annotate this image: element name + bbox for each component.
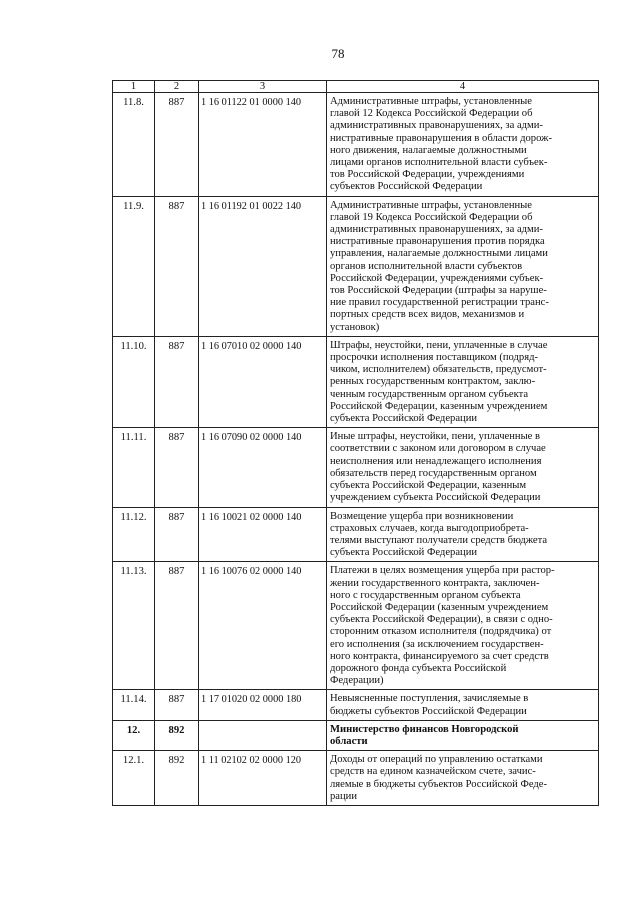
- header-col-1: 1: [113, 81, 155, 93]
- revenue-description: [327, 196, 599, 336]
- revenue-description: [327, 751, 599, 806]
- description-line: установок): [330, 321, 380, 333]
- description-line: Российской Федерации (казенным учреждением: [330, 601, 549, 613]
- description-line: ренных государственным контрактом, заклю-: [330, 376, 536, 388]
- page-number: 78: [331, 46, 345, 61]
- description-line: нистративные правонарушения против порядка: [330, 236, 545, 248]
- table-row: [113, 720, 599, 750]
- revenue-description: [327, 690, 599, 720]
- header-col-2: 2: [155, 81, 199, 93]
- budget-classification-code: 1 16 01122 01 0000 140: [199, 93, 327, 197]
- description-line: неисполнения или ненадлежащего исполнения: [330, 455, 542, 467]
- administrator-code: 887: [155, 507, 199, 562]
- description-line: субъектов Российской Федерации: [330, 181, 483, 193]
- description-line: просрочки исполнения поставщиком (подряд-: [330, 352, 539, 364]
- table-row: [113, 196, 599, 336]
- table-row: [113, 562, 599, 690]
- row-number: 11.8.: [113, 93, 155, 197]
- description-line: Российской Федерации, казенным учреждением: [330, 400, 548, 412]
- administrator-code: 887: [155, 196, 199, 336]
- description-line: Федерации): [330, 675, 384, 687]
- table-row: [113, 690, 599, 720]
- description-line: страховых случаев, когда выгодоприобрета-: [330, 522, 529, 534]
- description-line: рации: [330, 790, 358, 802]
- description-line: ляемые в бюджеты субъектов Российской Феде-: [330, 778, 547, 790]
- description-line: Доходы от операций по управлению остатками: [330, 754, 543, 766]
- description-line: Платежи в целях возмещения ущерба при растор-: [330, 565, 555, 577]
- description-line: ченным государственным органом субъекта: [330, 388, 529, 400]
- row-number: 11.10.: [113, 336, 155, 427]
- description-line: соответствии с законом или договором в случае: [330, 443, 546, 455]
- description-line: Административные штрафы, установленные: [330, 96, 533, 107]
- budget-classification-code: 1 17 01020 02 0000 180: [199, 690, 327, 720]
- revenue-description: [327, 562, 599, 690]
- row-number: 11.13.: [113, 562, 155, 690]
- budget-classification-code: 1 16 01192 01 0022 140: [199, 196, 327, 336]
- description-line: Возмещение ущерба при возникновении: [330, 510, 514, 522]
- header-row: [113, 81, 599, 93]
- description-line: Российской Федерации, учреждениями субъек-: [330, 272, 544, 284]
- description-line: лицами органов исполнительной власти субъек-: [330, 157, 548, 169]
- description-line: Министерство финансов Новгородской: [330, 723, 519, 735]
- description-line: субъекта Российской Федерации: [330, 547, 478, 559]
- description-line: Иные штрафы, неустойки, пени, уплаченные в: [330, 431, 541, 443]
- administrator-code: 887: [155, 336, 199, 427]
- budget-classification-code: 1 16 07010 02 0000 140: [199, 336, 327, 427]
- administrator-code: 887: [155, 690, 199, 720]
- description-line: административных правонарушениях, за адми-: [330, 120, 543, 132]
- administrator-code: 887: [155, 93, 199, 197]
- row-number: 11.12.: [113, 507, 155, 562]
- description-line: обязательств перед государственным органом: [330, 467, 537, 479]
- description-line: тов Российской Федерации, учреждениями: [330, 169, 525, 181]
- budget-classification-code: 1 16 10021 02 0000 140: [199, 507, 327, 562]
- budget-classification-code: 1 11 02102 02 0000 120: [199, 751, 327, 806]
- row-number: 11.11.: [113, 428, 155, 507]
- row-number: 11.14.: [113, 690, 155, 720]
- header-col-4: 4: [327, 81, 599, 93]
- administrator-code: 892: [155, 751, 199, 806]
- row-number: 12.: [113, 720, 155, 750]
- description-line: главой 12 Кодекса Российской Федерации об: [330, 108, 533, 120]
- revenue-description: [327, 93, 599, 197]
- description-line: Штрафы, неустойки, пени, уплаченные в случае: [330, 339, 548, 351]
- description-line: ного движения, налагаемые должностными: [330, 144, 527, 156]
- description-line: органов исполнительной власти субъектов: [330, 260, 523, 272]
- description-line: области: [330, 735, 368, 747]
- description-line: чиком, исполнителем) обязательств, предусмот-: [330, 364, 547, 376]
- description-line: жении государственного контракта, заключен-: [330, 577, 540, 589]
- description-line: ного с государственным органом субъекта: [330, 589, 521, 601]
- budget-classification-code: 1 16 07090 02 0000 140: [199, 428, 327, 507]
- description-line: нистративные правонарушения в области дорож-: [330, 132, 552, 144]
- description-line: управления, налагаемые должностными лицами: [330, 248, 548, 260]
- description-line: портных средств всех видов, механизмов и: [330, 309, 525, 321]
- description-line: телями выступают получатели средств бюджета: [330, 534, 548, 546]
- table-row: [113, 428, 599, 507]
- table-row: [113, 93, 599, 197]
- administrator-code: 887: [155, 428, 199, 507]
- budget-classification-code: [199, 720, 327, 750]
- description-line: дорожного фонда субъекта Российской: [330, 662, 507, 674]
- description-line: его исполнения (за исключением государствен-: [330, 638, 544, 650]
- description-line: учреждением субъекта Российской Федерации: [330, 492, 541, 504]
- revenue-description: [327, 507, 599, 562]
- header-col-3: 3: [199, 81, 327, 93]
- description-line: субъекта Российской Федерации), в связи с одно-: [330, 614, 553, 626]
- description-line: Административные штрафы, установленные: [330, 199, 533, 211]
- row-number: 11.9.: [113, 196, 155, 336]
- description-line: Невыясненные поступления, зачисляемые в: [330, 693, 529, 705]
- administrator-code: 892: [155, 720, 199, 750]
- description-line: главой 19 Кодекса Российской Федерации об: [330, 211, 533, 223]
- revenue-description: [327, 720, 599, 750]
- description-line: средств на едином казначейском счете, зачис-: [330, 766, 536, 778]
- description-line: бюджеты субъектов Российской Федерации: [330, 705, 527, 717]
- table-row: [113, 751, 599, 806]
- description-line: ного контракта, финансируемого за счет средств: [330, 650, 549, 662]
- row-number: 12.1.: [113, 751, 155, 806]
- table-row: [113, 507, 599, 562]
- revenue-description: [327, 336, 599, 427]
- description-line: административных правонарушениях, за адми-: [330, 224, 543, 236]
- budget-classification-code: 1 16 10076 02 0000 140: [199, 562, 327, 690]
- description-line: субъекта Российской Федерации, казенным: [330, 480, 527, 492]
- revenue-description: [327, 428, 599, 507]
- administrator-code: 887: [155, 562, 199, 690]
- description-line: сторонним отказом исполнителя (подрядчика) от: [330, 626, 552, 638]
- revenue-codes-table: [112, 80, 599, 806]
- description-line: субъекта Российской Федерации: [330, 413, 478, 425]
- description-line: тов Российской Федерации (штрафы за наруше-: [330, 285, 547, 297]
- table-row: [113, 336, 599, 427]
- description-line: ние правил государственной регистрации транс-: [330, 297, 549, 309]
